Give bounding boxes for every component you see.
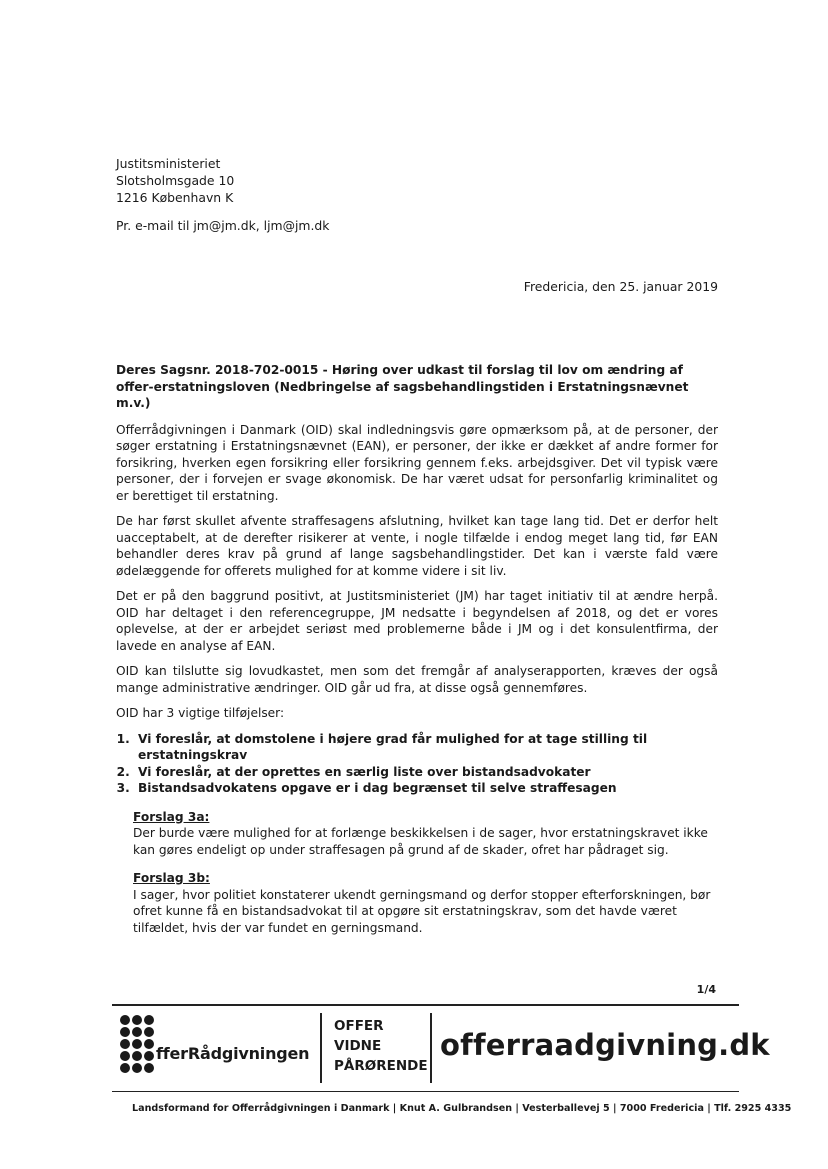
tagline — [334, 1016, 428, 1076]
tagline-offer: OFFER — [334, 1018, 384, 1034]
additions-list — [116, 731, 718, 797]
proposal-heading: Forslag 3a: — [133, 809, 210, 824]
paragraph: OID kan tilslutte sig lovudkastet, men som det fremgår af analyserapporten, kræves der også mange administrative ændringer. OID går ud fra, at disse også gennemføres. — [116, 664, 718, 695]
recipient-street: Slotsholmsgade 10 — [116, 173, 235, 188]
date-line: Fredericia, den 25. januar 2019 — [523, 279, 718, 294]
list-item: 3. Bistandsadvokatens opgave er i dag begrænset til selve straffesagen — [134, 780, 718, 797]
email-line: Pr. e-mail til jm@jm.dk, ljm@jm.dk — [116, 218, 330, 233]
letter-body — [116, 362, 718, 948]
subject-line: Deres Sagsnr. 2018-702-0015 - Høring over udkast til forslag til lov om ændring af offer-erstatningsloven (Nedbringelse af sagsbehandlingstiden i Erstatningsnævnet m.v.) — [116, 363, 689, 410]
website-url: offerraadgivning.dk — [440, 1028, 770, 1062]
paragraph: OID har 3 vigtige tilføjelser: — [116, 706, 285, 720]
list-item: 2. Vi foreslår, at der oprettes en særlig liste over bistandsadvokater — [134, 764, 718, 781]
recipient-city: 1216 København K — [116, 190, 234, 205]
footer-divider-bottom — [112, 1091, 739, 1092]
dots-logo-icon — [118, 1014, 156, 1076]
recipient-name: Justitsministeriet — [116, 156, 221, 171]
proposal-3b — [133, 870, 718, 936]
footer-separator — [430, 1013, 432, 1083]
proposal-3a — [133, 809, 718, 859]
proposal-text: I sager, hvor politiet konstaterer ukendt gerningsmand og derfor stopper efterforskningen, bør ofret kunne få en bistandsadvokat til at opgøre sit erstatningskrav, som det havde været tilfældet, hvis der var fundet en gerningsmand. — [133, 887, 711, 935]
footer-separator — [320, 1013, 322, 1083]
list-item: 1. Vi foreslår, at domstolene i højere grad får mulighed for at tage stilling til erstatningskrav — [134, 731, 718, 764]
tagline-paarorende: PÅRØRENDE — [334, 1058, 428, 1074]
proposal-heading: Forslag 3b: — [133, 871, 210, 885]
paragraph: Det er på den baggrund positivt, at Justitsministeriet (JM) har taget initiativ til at ændre herpå. OID har deltaget i den referencegruppe, JM nedsatte i begyndelsen af 2018, og det er vores oplevelse, at der er arbejdet seriøst med problemerne både i JM og i det konsulentfirma, der lavede en analyse af EAN. — [116, 589, 718, 653]
logo-wordmark: fferRådgivningen — [156, 1044, 310, 1063]
recipient-address — [116, 155, 234, 206]
tagline-vidne: VIDNE — [334, 1038, 382, 1054]
page-number: 1/4 — [696, 983, 716, 996]
paragraph: De har først skullet afvente straffesagens afslutning, hvilket kan tage lang tid. Det er derfor helt uacceptabelt, at de derefter risikerer at vente, i nogle tilfælde i endog meget lang tid, før EAN behandler deres krav på grund af lange sagsbehandlingstider. Det kan i værste fald være ødelæggende for offerets mulighed for at komme videre i sit liv. — [116, 514, 718, 578]
offerraadgivningen-logo — [118, 1014, 318, 1076]
proposal-text: Der burde være mulighed for at forlænge beskikkelsen i de sager, hvor erstatningskravet ikke kan gøres endeligt op under straffesagen på grund af de skader, ofret har pådraget sig. — [133, 826, 708, 857]
paragraph: Offerrådgivningen i Danmark (OID) skal indledningsvis gøre opmærksom på, at de personer, der søger erstatning i Erstatningsnævnet (EAN), er personer, der ikke er dækket af andre former for forsikring, hverken egen forsikring eller forsikring gennem f.eks. arbejdsgiver. Det vil typisk være personer, der i forvejen er svage økonomisk. De har været udsat for personfarlig kriminalitet og er berettiget til erstatning. — [116, 422, 718, 503]
footer-divider-top — [112, 1004, 739, 1006]
footer-contact: Landsformand for Offerrådgivningen i Danmark | Knut A. Gulbrandsen | Vesterballevej 5 | 7000 Fredericia | Tlf. 2925 4335 — [132, 1103, 792, 1114]
